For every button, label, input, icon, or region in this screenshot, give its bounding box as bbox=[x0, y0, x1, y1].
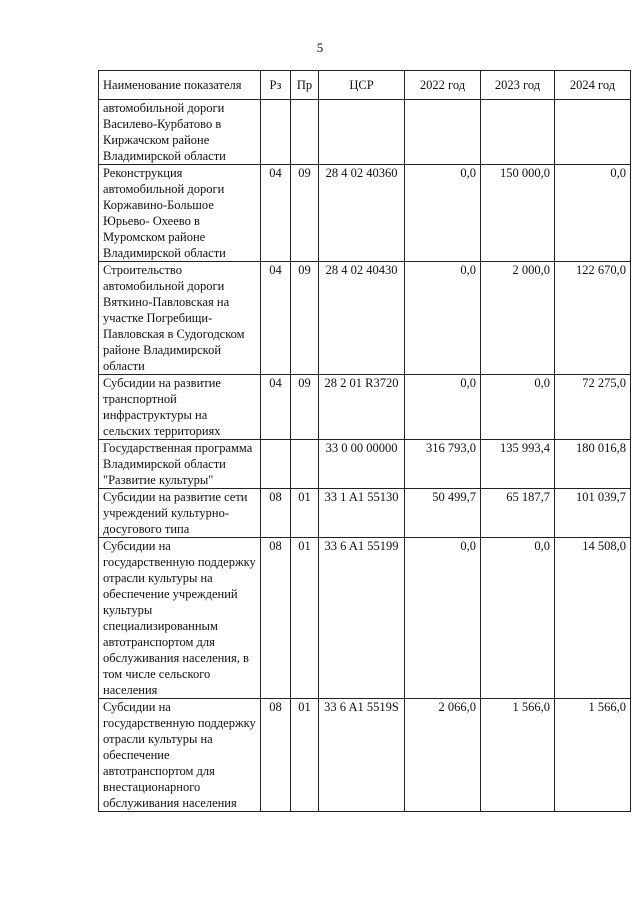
header-csr: ЦСР bbox=[319, 71, 405, 100]
row-2023: 65 187,7 bbox=[481, 489, 555, 538]
row-2023 bbox=[481, 100, 555, 165]
table-row bbox=[99, 262, 631, 375]
row-csr bbox=[319, 100, 405, 165]
row-csr: 28 2 01 R3720 bbox=[319, 375, 405, 440]
table-row bbox=[99, 489, 631, 538]
table-row bbox=[99, 100, 631, 165]
row-csr: 33 6 A1 55199 bbox=[319, 538, 405, 699]
row-2024: 180 016,8 bbox=[555, 440, 631, 489]
row-2024: 72 275,0 bbox=[555, 375, 631, 440]
row-2024 bbox=[555, 100, 631, 165]
row-2023: 150 000,0 bbox=[481, 165, 555, 262]
row-pr: 01 bbox=[291, 489, 319, 538]
row-name: Субсидии на развитие транспортной инфраструктуры на сельских территориях bbox=[99, 375, 261, 440]
row-pr bbox=[291, 100, 319, 165]
row-2024: 14 508,0 bbox=[555, 538, 631, 699]
row-name: Субсидии на государственную поддержку отрасли культуры на обеспечение учреждений культуры специализированным автотранспортом для обслуживания населения, в том числе сельского населения bbox=[99, 538, 261, 699]
header-name: Наименование показателя bbox=[99, 71, 261, 100]
row-name: Субсидии на государственную поддержку отрасли культуры на обеспечение автотранспортом для внестационарного обслуживания населения bbox=[99, 699, 261, 812]
row-2022: 50 499,7 bbox=[405, 489, 481, 538]
row-rz: 08 bbox=[261, 699, 291, 812]
row-2022: 0,0 bbox=[405, 165, 481, 262]
row-2023: 135 993,4 bbox=[481, 440, 555, 489]
row-rz bbox=[261, 100, 291, 165]
table-header-row bbox=[99, 71, 631, 100]
table-row bbox=[99, 165, 631, 262]
row-csr: 28 4 02 40430 bbox=[319, 262, 405, 375]
row-rz: 04 bbox=[261, 262, 291, 375]
row-2022: 0,0 bbox=[405, 262, 481, 375]
table-row bbox=[99, 538, 631, 699]
row-rz: 04 bbox=[261, 375, 291, 440]
row-csr: 33 6 A1 5519S bbox=[319, 699, 405, 812]
row-pr: 09 bbox=[291, 375, 319, 440]
row-2023: 2 000,0 bbox=[481, 262, 555, 375]
row-2023: 1 566,0 bbox=[481, 699, 555, 812]
row-2022: 0,0 bbox=[405, 538, 481, 699]
row-2022 bbox=[405, 100, 481, 165]
row-name: Реконструкция автомобильной дороги Коржавино-Большое Юрьево- Охеево в Муромском районе Владимирской области bbox=[99, 165, 261, 262]
table-row bbox=[99, 375, 631, 440]
row-rz: 08 bbox=[261, 489, 291, 538]
row-csr: 28 4 02 40360 bbox=[319, 165, 405, 262]
row-2024: 0,0 bbox=[555, 165, 631, 262]
row-name: Субсидии на развитие сети учреждений культурно-досугового типа bbox=[99, 489, 261, 538]
row-2022: 2 066,0 bbox=[405, 699, 481, 812]
header-2023: 2023 год bbox=[481, 71, 555, 100]
row-pr: 01 bbox=[291, 699, 319, 812]
page-number: 5 bbox=[316, 40, 324, 55]
header-pr: Пр bbox=[291, 71, 319, 100]
header-2024: 2024 год bbox=[555, 71, 631, 100]
row-pr bbox=[291, 440, 319, 489]
row-2024: 101 039,7 bbox=[555, 489, 631, 538]
row-2024: 122 670,0 bbox=[555, 262, 631, 375]
row-2024: 1 566,0 bbox=[555, 699, 631, 812]
row-pr: 09 bbox=[291, 165, 319, 262]
row-2022: 316 793,0 bbox=[405, 440, 481, 489]
row-rz bbox=[261, 440, 291, 489]
row-rz: 04 bbox=[261, 165, 291, 262]
row-name: автомобильной дороги Василево-Курбатово в Киржачском районе Владимирской области bbox=[99, 100, 261, 165]
row-name: Строительство автомобильной дороги Вяткино-Павловская на участке Погребищи-Павловская в Судогодском районе Владимирской области bbox=[99, 262, 261, 375]
header-2022: 2022 год bbox=[405, 71, 481, 100]
row-csr: 33 0 00 00000 bbox=[319, 440, 405, 489]
budget-table bbox=[98, 70, 631, 812]
row-pr: 09 bbox=[291, 262, 319, 375]
row-name: Государственная программа Владимирской области "Развитие культуры" bbox=[99, 440, 261, 489]
row-2022: 0,0 bbox=[405, 375, 481, 440]
table-row bbox=[99, 699, 631, 812]
row-csr: 33 1 A1 55130 bbox=[319, 489, 405, 538]
row-2023: 0,0 bbox=[481, 538, 555, 699]
table-row bbox=[99, 440, 631, 489]
header-rz: Рз bbox=[261, 71, 291, 100]
row-rz: 08 bbox=[261, 538, 291, 699]
row-2023: 0,0 bbox=[481, 375, 555, 440]
row-pr: 01 bbox=[291, 538, 319, 699]
